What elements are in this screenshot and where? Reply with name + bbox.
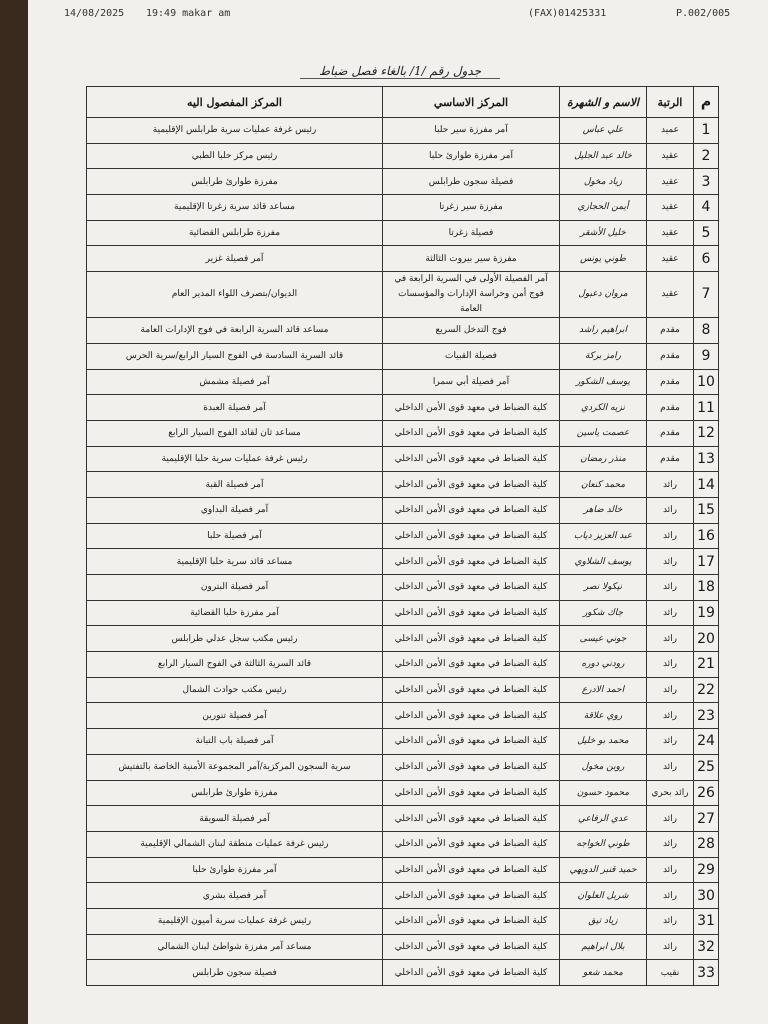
cell-name: نزيه الكردي <box>560 395 647 421</box>
table-row <box>87 143 719 169</box>
cell-name: أيمن الحجازي <box>560 195 647 221</box>
cell-new-post: رئيس غرفة عمليات سرية حلبا الإقليمية <box>87 446 383 472</box>
table-row <box>87 831 719 857</box>
cell-name: علي عباس <box>560 118 647 144</box>
cell-new-post: رئيس مكتب حوادث الشمال <box>87 677 383 703</box>
table-row <box>87 934 719 960</box>
table-row <box>87 420 719 446</box>
header-rank: الرتبة <box>647 87 694 118</box>
table-row <box>87 857 719 883</box>
cell-base-post: آمر فصيلة أبي سمرا <box>383 369 560 395</box>
cell-new-post: مفرزة طوارئ طرابلس <box>87 169 383 195</box>
cell-rank: رائد <box>647 523 694 549</box>
cell-number: 18 <box>694 575 719 601</box>
cell-name: احمد الادرع <box>560 677 647 703</box>
cell-number: 23 <box>694 703 719 729</box>
cell-new-post: سرية السجون المركزية/آمر المجموعة الأمنية الخاصة بالتفتيش <box>87 754 383 780</box>
cell-rank: عقيد <box>647 272 694 318</box>
cell-number: 1 <box>694 118 719 144</box>
cell-base-post: كلية الضباط في معهد قوى الأمن الداخلي <box>383 703 560 729</box>
cell-base-post: كلية الضباط في معهد قوى الأمن الداخلي <box>383 600 560 626</box>
cell-number: 21 <box>694 652 719 678</box>
table-row <box>87 523 719 549</box>
cell-number: 16 <box>694 523 719 549</box>
cell-number: 26 <box>694 780 719 806</box>
table-row <box>87 703 719 729</box>
cell-name: محمد كنعان <box>560 472 647 498</box>
cell-number: 29 <box>694 857 719 883</box>
cell-new-post: رئيس غرفة عمليات سرية طرابلس الإقليمية <box>87 118 383 144</box>
cell-name: عدي الرفاعي <box>560 806 647 832</box>
cell-name: زياد تيق <box>560 908 647 934</box>
table-row <box>87 780 719 806</box>
table-row <box>87 343 719 369</box>
cell-base-post: آمر مفرزة سير حلبا <box>383 118 560 144</box>
cell-name: طوني الخواجه <box>560 831 647 857</box>
cell-name: عبد العزيز دياب <box>560 523 647 549</box>
cell-number: 15 <box>694 497 719 523</box>
header-name: الاسم و الشهرة <box>560 87 647 118</box>
cell-rank: عقيد <box>647 143 694 169</box>
table-row <box>87 118 719 144</box>
cell-name: رامز بركة <box>560 343 647 369</box>
cell-number: 5 <box>694 220 719 246</box>
cell-base-post: كلية الضباط في معهد قوى الأمن الداخلي <box>383 934 560 960</box>
table-row <box>87 169 719 195</box>
cell-number: 17 <box>694 549 719 575</box>
cell-name: شربل العلوان <box>560 883 647 909</box>
cell-base-post: كلية الضباط في معهد قوى الأمن الداخلي <box>383 960 560 986</box>
cell-rank: رائد <box>647 677 694 703</box>
cell-new-post: آمر فصيلة مشمش <box>87 369 383 395</box>
table-row <box>87 677 719 703</box>
document-title: جدول رقم /1/ بالغاء فصل ضباط <box>300 64 500 79</box>
cell-base-post: آمر الفصيلة الأولى في السرية الرابعة في فوج أمن وحراسة الإدارات والمؤسسات العامة <box>383 272 560 318</box>
cell-new-post: آمر مفرزة حلبا القضائية <box>87 600 383 626</box>
cell-new-post: مساعد قائد سرية حلبا الإقليمية <box>87 549 383 575</box>
table-row <box>87 806 719 832</box>
table-header-row <box>87 87 719 118</box>
cell-number: 14 <box>694 472 719 498</box>
cell-base-post: كلية الضباط في معهد قوى الأمن الداخلي <box>383 908 560 934</box>
cell-number: 24 <box>694 729 719 755</box>
cell-number: 30 <box>694 883 719 909</box>
cell-base-post: كلية الضباط في معهد قوى الأمن الداخلي <box>383 883 560 909</box>
fax-date: 14/08/2025 <box>64 8 125 19</box>
table-row <box>87 395 719 421</box>
cell-base-post: كلية الضباط في معهد قوى الأمن الداخلي <box>383 446 560 472</box>
cell-name: محمد شعو <box>560 960 647 986</box>
cell-new-post: آمر فصيلة غزير <box>87 246 383 272</box>
table-row <box>87 626 719 652</box>
cell-base-post: كلية الضباط في معهد قوى الأمن الداخلي <box>383 575 560 601</box>
cell-rank: رائد <box>647 831 694 857</box>
cell-new-post: مساعد آمر مفرزة شواطئ لبنان الشمالي <box>87 934 383 960</box>
table-row <box>87 883 719 909</box>
cell-rank: رائد <box>647 652 694 678</box>
cell-new-post: الديوان/بتصرف اللواء المدير العام <box>87 272 383 318</box>
cell-number: 19 <box>694 600 719 626</box>
cell-name: خالد ضاهر <box>560 497 647 523</box>
cell-name: طوني يونس <box>560 246 647 272</box>
cell-base-post: كلية الضباط في معهد قوى الأمن الداخلي <box>383 677 560 703</box>
table-row <box>87 220 719 246</box>
cell-rank: مقدم <box>647 318 694 344</box>
cell-new-post: قائد السرية الثالثة في الفوج السيار الرابع <box>87 652 383 678</box>
cell-number: 7 <box>694 272 719 318</box>
table-row <box>87 446 719 472</box>
cell-number: 25 <box>694 754 719 780</box>
cell-rank: رائد <box>647 908 694 934</box>
table-row <box>87 754 719 780</box>
cell-new-post: آمر فصيلة العبدة <box>87 395 383 421</box>
table-row <box>87 729 719 755</box>
cell-number: 3 <box>694 169 719 195</box>
cell-rank: عميد <box>647 118 694 144</box>
cell-number: 6 <box>694 246 719 272</box>
header-base-post: المركز الاساسي <box>383 87 560 118</box>
cell-rank: رائد بحري <box>647 780 694 806</box>
table-row <box>87 600 719 626</box>
cell-base-post: كلية الضباط في معهد قوى الأمن الداخلي <box>383 395 560 421</box>
cell-new-post: آمر فصيلة حلبا <box>87 523 383 549</box>
officer-roster-table <box>86 86 719 986</box>
cell-name: رودني دوره <box>560 652 647 678</box>
cell-new-post: رئيس مركز حلبا الطبي <box>87 143 383 169</box>
cell-base-post: كلية الضباط في معهد قوى الأمن الداخلي <box>383 831 560 857</box>
cell-base-post: كلية الضباط في معهد قوى الأمن الداخلي <box>383 549 560 575</box>
cell-number: 22 <box>694 677 719 703</box>
cell-name: روي علاقة <box>560 703 647 729</box>
table-row <box>87 246 719 272</box>
table-row <box>87 549 719 575</box>
cell-base-post: كلية الضباط في معهد قوى الأمن الداخلي <box>383 857 560 883</box>
cell-new-post: فصيلة سجون طرابلس <box>87 960 383 986</box>
cell-new-post: آمر فصيلة باب التبانة <box>87 729 383 755</box>
cell-number: 32 <box>694 934 719 960</box>
cell-new-post: قائد السرية السادسة في الفوج السيار الرابع/سرية الحرس <box>87 343 383 369</box>
cell-new-post: مساعد ثان لقائد الفوج السيار الرابع <box>87 420 383 446</box>
cell-rank: عقيد <box>647 246 694 272</box>
cell-new-post: مفرزة طرابلس القضائية <box>87 220 383 246</box>
cell-name: محمد بو خليل <box>560 729 647 755</box>
cell-new-post: آمر فصيلة البترون <box>87 575 383 601</box>
cell-rank: رائد <box>647 857 694 883</box>
cell-name: جوني عيسى <box>560 626 647 652</box>
cell-name: محمود حسون <box>560 780 647 806</box>
table-row <box>87 272 719 318</box>
table-row <box>87 195 719 221</box>
cell-new-post: رئيس غرفة عمليات سرية أميون الإقليمية <box>87 908 383 934</box>
fax-page-number: P.002/005 <box>676 8 731 19</box>
table-row <box>87 575 719 601</box>
cell-name: نيكولا نصر <box>560 575 647 601</box>
cell-rank: مقدم <box>647 420 694 446</box>
cell-rank: رائد <box>647 754 694 780</box>
cell-base-post: كلية الضباط في معهد قوى الأمن الداخلي <box>383 652 560 678</box>
cell-name: جاك شكور <box>560 600 647 626</box>
cell-name: حميد قنبر الدويهي <box>560 857 647 883</box>
table-body <box>87 118 719 986</box>
cell-name: خالد عبد الجليل <box>560 143 647 169</box>
cell-rank: رائد <box>647 729 694 755</box>
cell-rank: رائد <box>647 575 694 601</box>
cell-base-post: مفرزة سير بيروت الثالثة <box>383 246 560 272</box>
cell-number: 33 <box>694 960 719 986</box>
cell-base-post: فصيلة سجون طرابلس <box>383 169 560 195</box>
table-row <box>87 960 719 986</box>
cell-new-post: مساعد قائد سرية زغرتا الإقليمية <box>87 195 383 221</box>
cell-rank: نقيب <box>647 960 694 986</box>
cell-rank: رائد <box>647 626 694 652</box>
cell-new-post: آمر فصيلة تنورين <box>87 703 383 729</box>
cell-rank: عقيد <box>647 169 694 195</box>
cell-number: 12 <box>694 420 719 446</box>
cell-new-post: آمر فصيلة القبة <box>87 472 383 498</box>
table-row <box>87 652 719 678</box>
cell-base-post: فصيلة زغرتا <box>383 220 560 246</box>
cell-rank: عقيد <box>647 220 694 246</box>
cell-number: 13 <box>694 446 719 472</box>
cell-new-post: مفرزة طوارئ طرابلس <box>87 780 383 806</box>
cell-name: روبن مخول <box>560 754 647 780</box>
cell-number: 20 <box>694 626 719 652</box>
cell-base-post: كلية الضباط في معهد قوى الأمن الداخلي <box>383 729 560 755</box>
fax-number: (FAX)01425331 <box>528 8 607 19</box>
cell-base-post: فصيلة القبيات <box>383 343 560 369</box>
cell-rank: مقدم <box>647 395 694 421</box>
fax-time: 19:49 makar am <box>146 8 231 19</box>
cell-base-post: كلية الضباط في معهد قوى الأمن الداخلي <box>383 420 560 446</box>
cell-new-post: مساعد قائد السرية الرابعة في فوج الإدارات العامة <box>87 318 383 344</box>
fax-header <box>28 4 768 22</box>
cell-new-post: رئيس مكتب سجل عدلي طرابلس <box>87 626 383 652</box>
cell-number: 31 <box>694 908 719 934</box>
cell-new-post: رئيس غرفة عمليات منطقة لبنان الشمالي الإقليمية <box>87 831 383 857</box>
cell-base-post: كلية الضباط في معهد قوى الأمن الداخلي <box>383 806 560 832</box>
cell-base-post: كلية الضباط في معهد قوى الأمن الداخلي <box>383 626 560 652</box>
cell-base-post: كلية الضباط في معهد قوى الأمن الداخلي <box>383 523 560 549</box>
table-row <box>87 472 719 498</box>
cell-number: 4 <box>694 195 719 221</box>
cell-name: خليل الأشقر <box>560 220 647 246</box>
cell-rank: مقدم <box>647 446 694 472</box>
cell-name: ابراهيم راشد <box>560 318 647 344</box>
cell-name: يوسف الشكور <box>560 369 647 395</box>
cell-rank: رائد <box>647 472 694 498</box>
cell-rank: مقدم <box>647 369 694 395</box>
cell-rank: رائد <box>647 497 694 523</box>
header-number: م <box>694 87 719 118</box>
cell-name: بلال ابراهيم <box>560 934 647 960</box>
cell-number: 28 <box>694 831 719 857</box>
cell-new-post: آمر فصيلة السويقة <box>87 806 383 832</box>
table-row <box>87 497 719 523</box>
table-row <box>87 908 719 934</box>
table-row <box>87 369 719 395</box>
cell-base-post: مفرزة سير زغرتا <box>383 195 560 221</box>
cell-number: 11 <box>694 395 719 421</box>
cell-number: 8 <box>694 318 719 344</box>
cell-number: 2 <box>694 143 719 169</box>
cell-rank: رائد <box>647 934 694 960</box>
cell-rank: رائد <box>647 549 694 575</box>
cell-new-post: آمر فصيلة بشري <box>87 883 383 909</box>
cell-name: مروان دعبول <box>560 272 647 318</box>
cell-rank: رائد <box>647 600 694 626</box>
cell-name: يوسف الشلاوي <box>560 549 647 575</box>
cell-name: عصمت ياسين <box>560 420 647 446</box>
cell-base-post: كلية الضباط في معهد قوى الأمن الداخلي <box>383 497 560 523</box>
header-new-post: المركز المفصول اليه <box>87 87 383 118</box>
cell-number: 9 <box>694 343 719 369</box>
cell-rank: مقدم <box>647 343 694 369</box>
cell-base-post: آمر مفرزة طوارئ حلبا <box>383 143 560 169</box>
cell-rank: رائد <box>647 703 694 729</box>
cell-new-post: آمر فصيلة البداوي <box>87 497 383 523</box>
cell-base-post: كلية الضباط في معهد قوى الأمن الداخلي <box>383 472 560 498</box>
cell-rank: عقيد <box>647 195 694 221</box>
table-row <box>87 318 719 344</box>
cell-name: زياد مخول <box>560 169 647 195</box>
cell-name: منذر رمضان <box>560 446 647 472</box>
cell-new-post: آمر مفرزة طوارئ حلبا <box>87 857 383 883</box>
cell-rank: رائد <box>647 883 694 909</box>
cell-base-post: كلية الضباط في معهد قوى الأمن الداخلي <box>383 780 560 806</box>
cell-base-post: كلية الضباط في معهد قوى الأمن الداخلي <box>383 754 560 780</box>
cell-rank: رائد <box>647 806 694 832</box>
cell-number: 10 <box>694 369 719 395</box>
cell-base-post: فوج التدخل السريع <box>383 318 560 344</box>
cell-number: 27 <box>694 806 719 832</box>
